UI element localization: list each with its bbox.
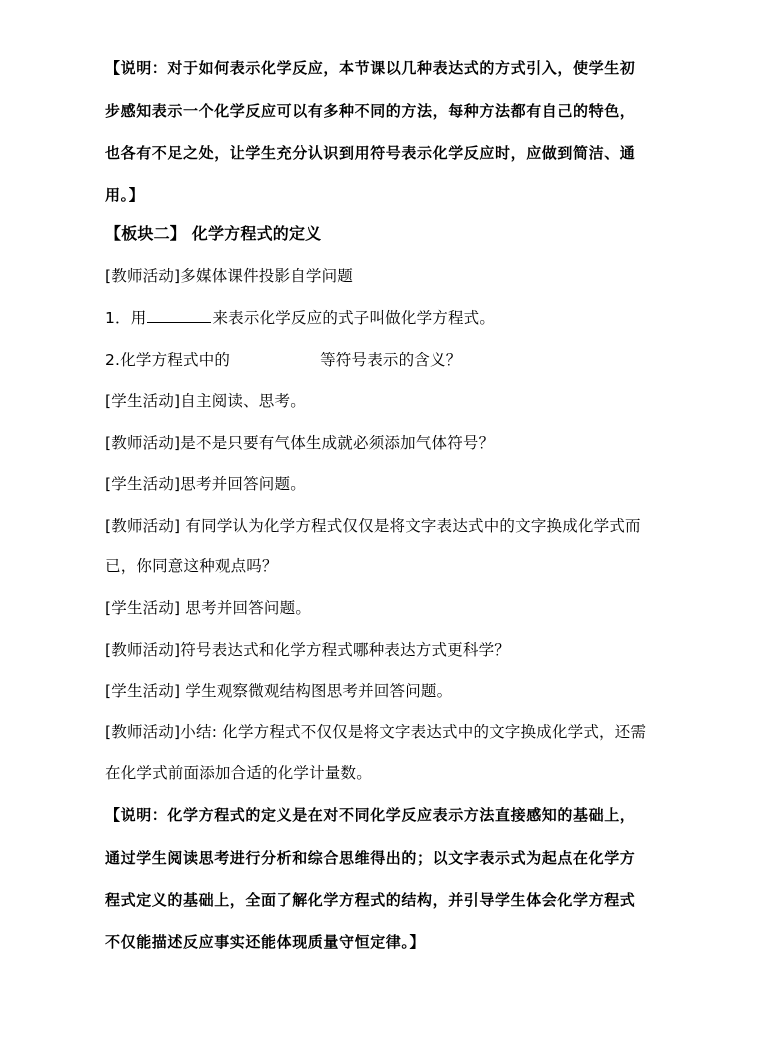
teacher-activity-4: [教师活动]符号表达式和化学方程式哪种表达方式更科学？	[105, 641, 510, 659]
note2-line4: 不仅能描述反应事实还能体现质量守恒定律。】	[105, 933, 426, 951]
student-activity-1: [学生活动]自主阅读、思考。	[105, 392, 306, 410]
teacher-activity-3-line2: 已，你同意这种观点吗？	[105, 557, 278, 575]
question-2	[105, 350, 461, 370]
note1-line4: 用。】	[105, 186, 145, 204]
question-2-prefix: 2.化学方程式中的	[105, 351, 231, 369]
question-1-prefix: 1．用	[105, 309, 147, 327]
teacher-activity-2: [教师活动]是不是只要有气体生成就必须添加气体符号？	[105, 434, 495, 452]
section-heading: 【板块二】 化学方程式的定义	[105, 224, 322, 243]
note2-line3: 程式定义的基础上，全面了解化学方程式的结构，并引导学生体会化学方程式	[105, 891, 636, 909]
student-activity-3: [学生活动] 思考并回答问题。	[105, 599, 312, 617]
teacher-summary-line2: 在化学式前面添加合适的化学计量数。	[105, 764, 372, 782]
note2-line1: 【说明：化学方程式的定义是在对不同化学反应表示方法直接感知的基础上，	[105, 806, 636, 824]
teacher-summary-line1: [教师活动]小结: 化学方程式不仅仅是将文字表达式中的文字换成化学式，还需	[105, 723, 647, 741]
note1-line3: 也各有不足之处，让学生充分认识到用符号表示化学反应时，应做到简洁、通	[105, 144, 636, 162]
question-1-suffix: 来表示化学反应的式子叫做化学方程式。	[212, 309, 496, 327]
note2-line2: 通过学生阅读思考进行分析和综合思维得出的；以文字表示式为起点在化学方	[105, 849, 636, 867]
fill-in-blank	[147, 308, 211, 323]
note1-line1: 【说明：对于如何表示化学反应，本节课以几种表达式的方式引入，使学生初	[105, 59, 636, 77]
question-2-suffix: 等符号表示的含义？	[320, 351, 462, 369]
student-activity-4: [学生活动] 学生观察微观结构图思考并回答问题。	[105, 682, 453, 700]
question-1	[105, 308, 495, 328]
student-activity-2: [学生活动]思考并回答问题。	[105, 475, 306, 493]
teacher-activity-3-line1: [教师活动] 有同学认为化学方程式仅仅是将文字表达式中的文字换成化学式而	[105, 517, 641, 535]
note1-line2: 步感知表示一个化学反应可以有多种不同的方法，每种方法都有自己的特色，	[105, 102, 636, 120]
teacher-activity-1: [教师活动]多媒体课件投影自学问题	[105, 267, 353, 285]
